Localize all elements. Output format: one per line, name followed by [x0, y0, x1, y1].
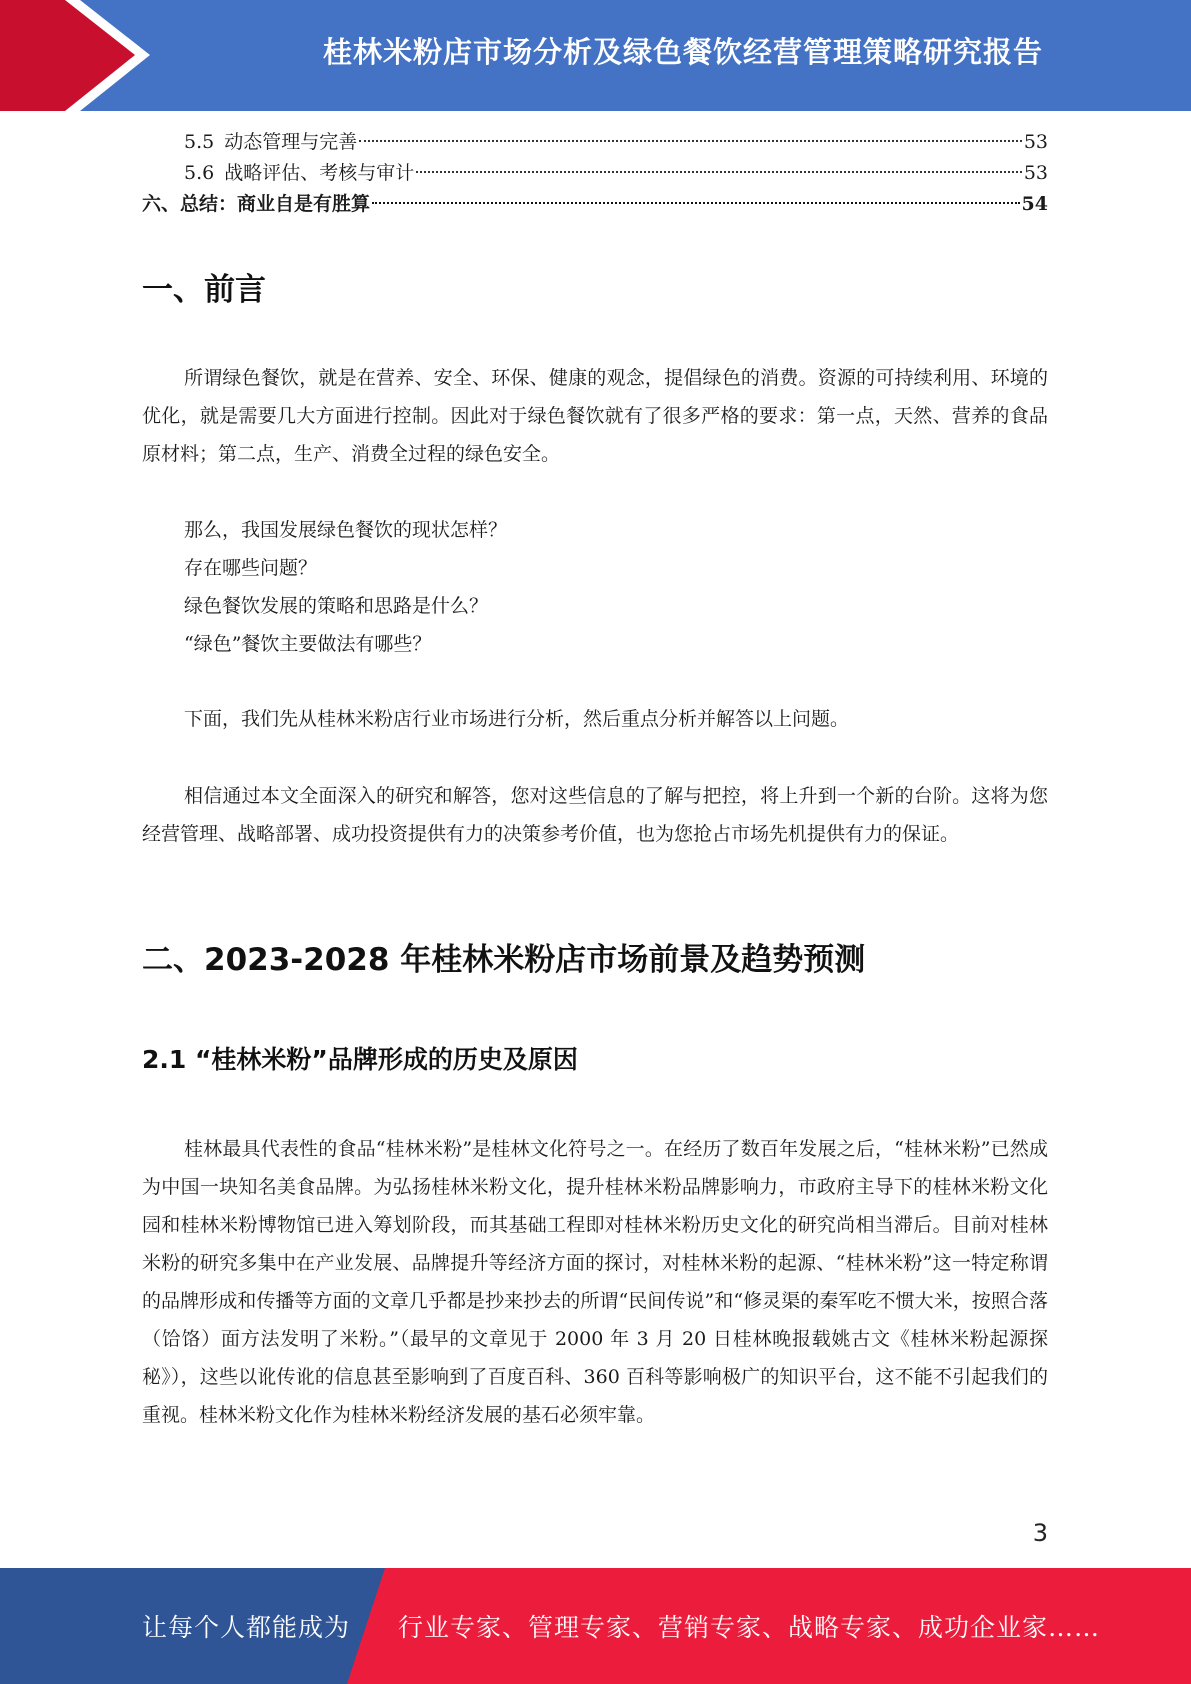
toc-leader-dots	[372, 202, 1020, 204]
toc-entry-5-5[interactable]	[142, 127, 1048, 158]
section-1-paragraph-2: 下面，我们先从桂林米粉店行业市场进行分析，然后重点分析并解答以上问题。	[184, 708, 850, 730]
toc-entry-page: 54	[1021, 193, 1048, 215]
question-line-1: 那么，我国发展绿色餐饮的现状怎样？	[184, 519, 508, 541]
toc-entry-label: 动态管理与完善	[224, 131, 358, 153]
section-2-heading: 二、2023-2028 年桂林米粉店市场前景及趋势预测	[142, 942, 866, 978]
toc-entry-5-6[interactable]	[142, 158, 1048, 189]
page-number: 3	[1032, 1519, 1048, 1547]
toc-leader-dots	[416, 171, 1022, 173]
question-line-4: “绿色”餐饮主要做法有哪些？	[184, 633, 432, 655]
report-title: 桂林米粉店市场分析及绿色餐饮经营管理策略研究报告	[322, 34, 1043, 69]
toc-entry-number: 5.5	[184, 131, 215, 153]
section-1-paragraph-3: 相信通过本文全面深入的研究和解答，您对这些信息的了解与把控，将上升到一个新的台阶。这将为您经营管理、战略部署、成功投资提供有力的决策参考价值，也为您抢占市场先机提供有力的保证。	[142, 785, 1048, 845]
question-line-2: 存在哪些问题？	[184, 557, 318, 579]
section-1-heading: 一、前言	[142, 272, 266, 308]
toc-entry-label: 六、总结：商业自是有胜算	[142, 193, 371, 215]
question-line-3: 绿色餐饮发展的策略和思路是什么？	[184, 595, 489, 617]
toc-entry-label: 战略评估、考核与审计	[224, 162, 415, 184]
toc-entry-page: 53	[1023, 131, 1048, 153]
page-header	[0, 0, 1191, 111]
footer-slogan-right: 行业专家、管理专家、营销专家、战略专家、成功企业家……	[398, 1613, 1101, 1642]
section-2-1-heading: 2.1 “桂林米粉”品牌形成的历史及原因	[142, 1045, 578, 1074]
section-1-paragraph-1: 所谓绿色餐饮，就是在营养、安全、环保、健康的观念，提倡绿色的消费。资源的可持续利用、环境的优化，就是需要几大方面进行控制。因此对于绿色餐饮就有了很多严格的要求：第一点，天然、营养的食品原材料；第二点，生产、消费全过程的绿色安全。	[142, 367, 1048, 465]
toc-entry-6[interactable]	[142, 189, 1048, 220]
toc-entry-number: 5.6	[184, 162, 215, 184]
footer-slogan-left: 让每个人都能成为	[142, 1613, 351, 1642]
table-of-contents	[142, 127, 1048, 220]
toc-entry-page: 53	[1023, 162, 1048, 184]
toc-leader-dots	[359, 140, 1022, 142]
section-2-1-paragraph: 桂林最具代表性的食品“桂林米粉”是桂林文化符号之一。在经历了数百年发展之后，“桂林米粉”已然成为中国一块知名美食品牌。为弘扬桂林米粉文化，提升桂林米粉品牌影响力，市政府主导下的桂林米粉文化园和桂林米粉博物馆已进入筹划阶段，而其基础工程即对桂林米粉历史文化的研究尚相当滞后。目前对桂林米粉的研究多集中在产业发展、品牌提升等经济方面的探讨，对桂林米粉的起源、“桂林米粉”这一特定称谓的品牌形成和传播等方面的文章几乎都是抄来抄去的所谓“民间传说”和“修灵渠的秦军吃不惯大米，按照合落（饸饹）面方法发明了米粉。”（最早的文章见于 2000 年 3 月 20 日桂林晚报载姚古文《桂林米粉起源探秘》），这些以讹传讹的信息甚至影响到了百度百科、360 百科等影响极广的知识平台，这不能不引起我们的重视。桂林米粉文化作为桂林米粉经济发展的基石必须牢靠。	[142, 1138, 1048, 1426]
page-footer	[0, 1568, 1191, 1684]
